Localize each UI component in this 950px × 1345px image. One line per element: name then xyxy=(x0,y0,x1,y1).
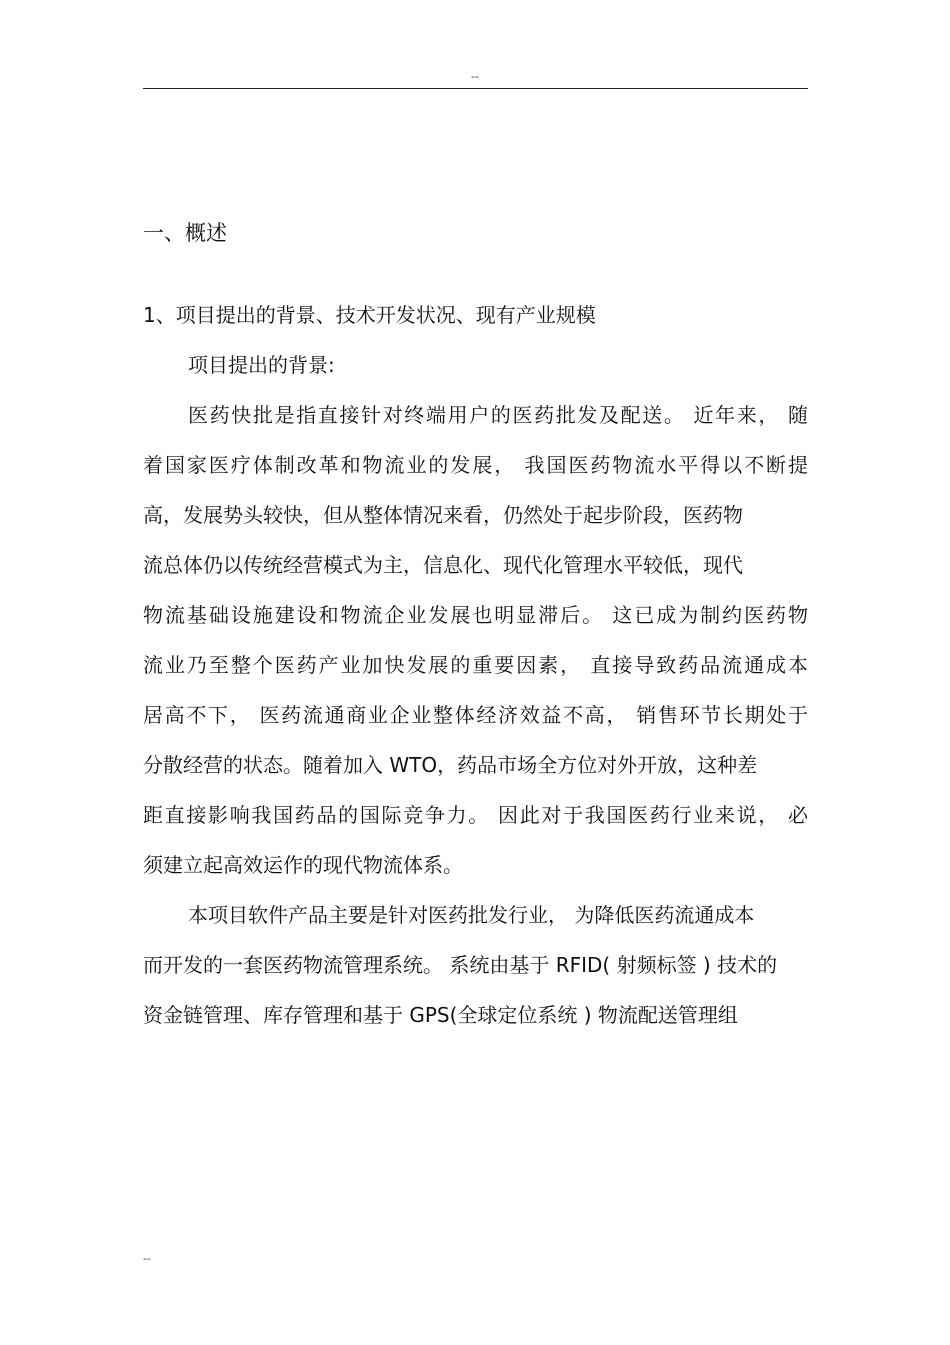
paragraph-line: 居高不下， 医药流通商业企业整体经济效益不高， 销售环节长期处于 xyxy=(143,703,808,727)
paragraph-line: 物流基础设施建设和物流企业发展也明显滞后。 这已成为制约医药物 xyxy=(143,603,808,627)
footer-mark: -- xyxy=(143,1252,151,1265)
header-rule xyxy=(143,88,808,89)
paragraph-line: 本项目软件产品主要是针对医药批发行业， 为降低医药流通成本 xyxy=(188,903,755,927)
paragraph-line: 流业乃至整个医药产业加快发展的重要因素， 直接导致药品流通成本 xyxy=(143,653,808,677)
header-mark: -- xyxy=(471,70,479,83)
paragraph-line: 流总体仍以传统经营模式为主，信息化、现代化管理水平较低，现代 xyxy=(143,553,743,577)
paragraph-line: 着国家医疗体制改革和物流业的发展， 我国医药物流水平得以不断提 xyxy=(143,453,808,477)
background-label: 项目提出的背景: xyxy=(188,353,335,377)
section-heading: 一、概述 xyxy=(143,221,227,245)
paragraph-line: 医药快批是指直接针对终端用户的医药批发及配送。 近年来， 随 xyxy=(188,403,808,427)
paragraph-line: 分散经营的状态。随着加入 WTO，药品市场全方位对外开放，这种差 xyxy=(143,753,758,777)
paragraph-line: 须建立起高效运作的现代物流体系。 xyxy=(143,853,463,877)
paragraph-line: 而开发的一套医药物流管理系统。 系统由基于 RFID( 射频标签 ) 技术的 xyxy=(143,953,778,977)
paragraph-line: 高，发展势头较快，但从整体情况来看，仍然处于起步阶段，医药物 xyxy=(143,503,743,527)
paragraph-line: 距直接影响我国药品的国际竞争力。 因此对于我国医药行业来说， 必 xyxy=(143,803,808,827)
subsection-heading: 1、项目提出的背景、技术开发状况、现有产业规模 xyxy=(143,303,596,327)
paragraph-line: 资金链管理、库存管理和基于 GPS(全球定位系统 ) 物流配送管理组 xyxy=(143,1003,738,1027)
